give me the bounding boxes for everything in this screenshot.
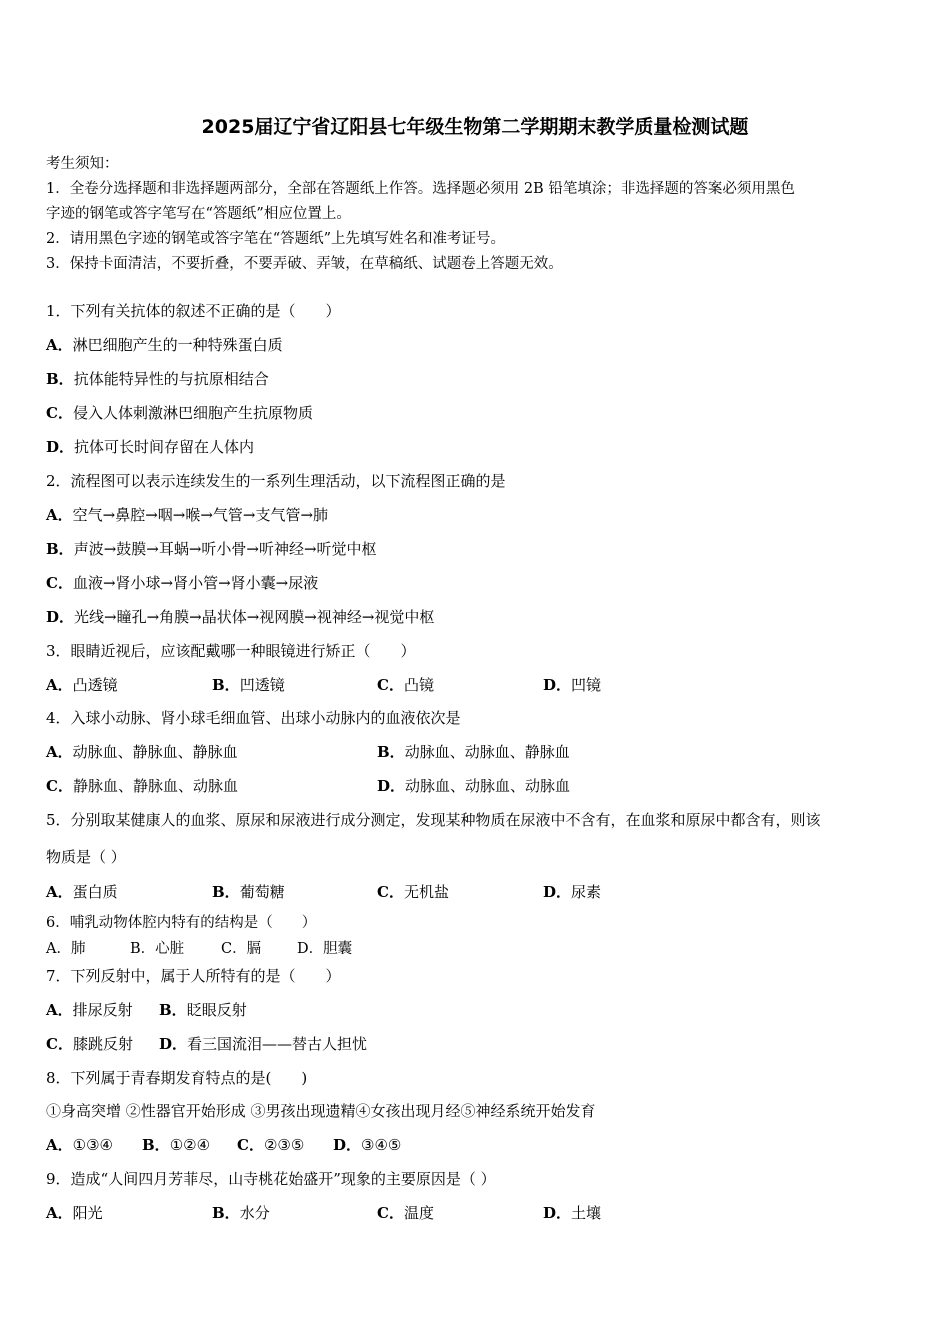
question-8-option-c: C．②③⑤ [237, 1136, 305, 1154]
question-8-option-a: A．①③④ [46, 1136, 113, 1154]
question-9-option-a: A．阳光 [46, 1204, 103, 1222]
question-5-option-d: D．尿素 [543, 883, 602, 901]
question-6-option-c: C．膈 [221, 941, 262, 957]
question-4-option-b: B．动脉血、动脉血、静脉血 [377, 743, 570, 761]
question-7-option-c: C．膝跳反射 [46, 1035, 133, 1053]
question-4-option-c: C．静脉血、静脉血、动脉血 [46, 777, 238, 795]
question-1-option-b: B．抗体能特异性的与抗原相结合 [46, 370, 269, 388]
question-1-stem: 1．下列有关抗体的叙述不正确的是（ ） [46, 302, 341, 320]
question-4-stem: 4．入球小动脉、肾小球毛细血管、出球小动脉内的血液依次是 [46, 709, 461, 727]
question-8-statements: ①身高突增 ②性器官开始形成 ③男孩出现遗精④女孩出现月经⑤神经系统开始发育 [46, 1102, 596, 1120]
question-3-option-d: D．凹镜 [543, 676, 602, 694]
question-4-option-d: D．动脉血、动脉血、动脉血 [377, 777, 571, 795]
question-2-option-c: C．血液→肾小球→肾小管→肾小囊→尿液 [46, 574, 319, 592]
question-6-stem: 6．哺乳动物体腔内特有的结构是（ ） [46, 915, 317, 931]
question-2-option-b: B．声波→鼓膜→耳蜗→听小骨→听神经→听觉中枢 [46, 540, 377, 558]
question-7-option-a: A．排尿反射 [46, 1001, 133, 1019]
question-1-option-c: C．侵入人体刺激淋巴细胞产生抗原物质 [46, 404, 313, 422]
question-2-option-d: D．光线→瞳孔→角膜→晶状体→视网膜→视神经→视觉中枢 [46, 608, 435, 626]
question-5-option-b: B．葡萄糖 [212, 883, 285, 901]
question-9-option-b: B．水分 [212, 1204, 270, 1222]
question-8-stem: 8．下列属于青春期发育特点的是( ) [46, 1069, 308, 1087]
question-1-option-d: D．抗体可长时间存留在人体内 [46, 438, 255, 456]
notice-line: 3．保持卡面清洁，不要折叠，不要弄破、弄皱，在草稿纸、试题卷上答题无效。 [46, 256, 563, 272]
question-3-stem: 3．眼睛近视后，应该配戴哪一种眼镜进行矫正（ ） [46, 642, 416, 660]
question-3-option-c: C．凸镜 [377, 676, 434, 694]
question-5-stem-continued: 物质是（ ） [46, 848, 126, 866]
question-8-option-b: B．①②④ [142, 1136, 211, 1154]
question-9-stem: 9．造成“人间四月芳菲尽，山寺桃花始盛开”现象的主要原因是（ ） [46, 1170, 496, 1188]
question-5-option-c: C．无机盐 [377, 883, 449, 901]
question-6-option-a: A．肺 [46, 941, 86, 957]
question-2-option-a: A．空气→鼻腔→咽→喉→气管→支气管→肺 [46, 506, 329, 524]
exam-notice [46, 152, 906, 277]
question-7-option-b: B．眨眼反射 [159, 1001, 247, 1019]
question-9-option-c: C．温度 [377, 1204, 434, 1222]
notice-line: 2．请用黑色字迹的钢笔或答字笔在“答题纸”上先填写姓名和准考证号。 [46, 231, 506, 247]
notice-line: 1．全卷分选择题和非选择题两部分，全部在答题纸上作答。选择题必须用 2B 铅笔填涂；非选择题的答案必须用黑色 [46, 181, 795, 197]
notice-heading: 考生须知： [46, 156, 119, 172]
question-4-option-a: A．动脉血、静脉血、静脉血 [46, 743, 238, 761]
question-7-option-d: D．看三国流泪——替古人担忧 [159, 1035, 368, 1053]
question-3-option-a: A．凸透镜 [46, 676, 118, 694]
question-8-option-d: D．③④⑤ [333, 1136, 402, 1154]
question-5-option-a: A．蛋白质 [46, 883, 118, 901]
question-6-option-d: D．胆囊 [297, 941, 353, 957]
question-5-stem: 5．分别取某健康人的血浆、原尿和尿液进行成分测定，发现某种物质在尿液中不含有，在血浆和原尿中都含有，则该 [46, 811, 821, 829]
page-title: 2025届辽宁省辽阳县七年级生物第二学期期末教学质量检测试题 [201, 116, 749, 138]
question-3-option-b: B．凹透镜 [212, 676, 285, 694]
question-1-option-a: A．淋巴细胞产生的一种特殊蛋白质 [46, 336, 283, 354]
question-9-option-d: D．土壤 [543, 1204, 602, 1222]
question-2-stem: 2．流程图可以表示连续发生的一系列生理活动，以下流程图正确的是 [46, 472, 506, 490]
question-6-option-b: B．心脏 [130, 941, 185, 957]
question-7-stem: 7．下列反射中，属于人所特有的是（ ） [46, 967, 341, 985]
notice-line: 字迹的钢笔或答字笔写在“答题纸”相应位置上。 [46, 206, 351, 222]
